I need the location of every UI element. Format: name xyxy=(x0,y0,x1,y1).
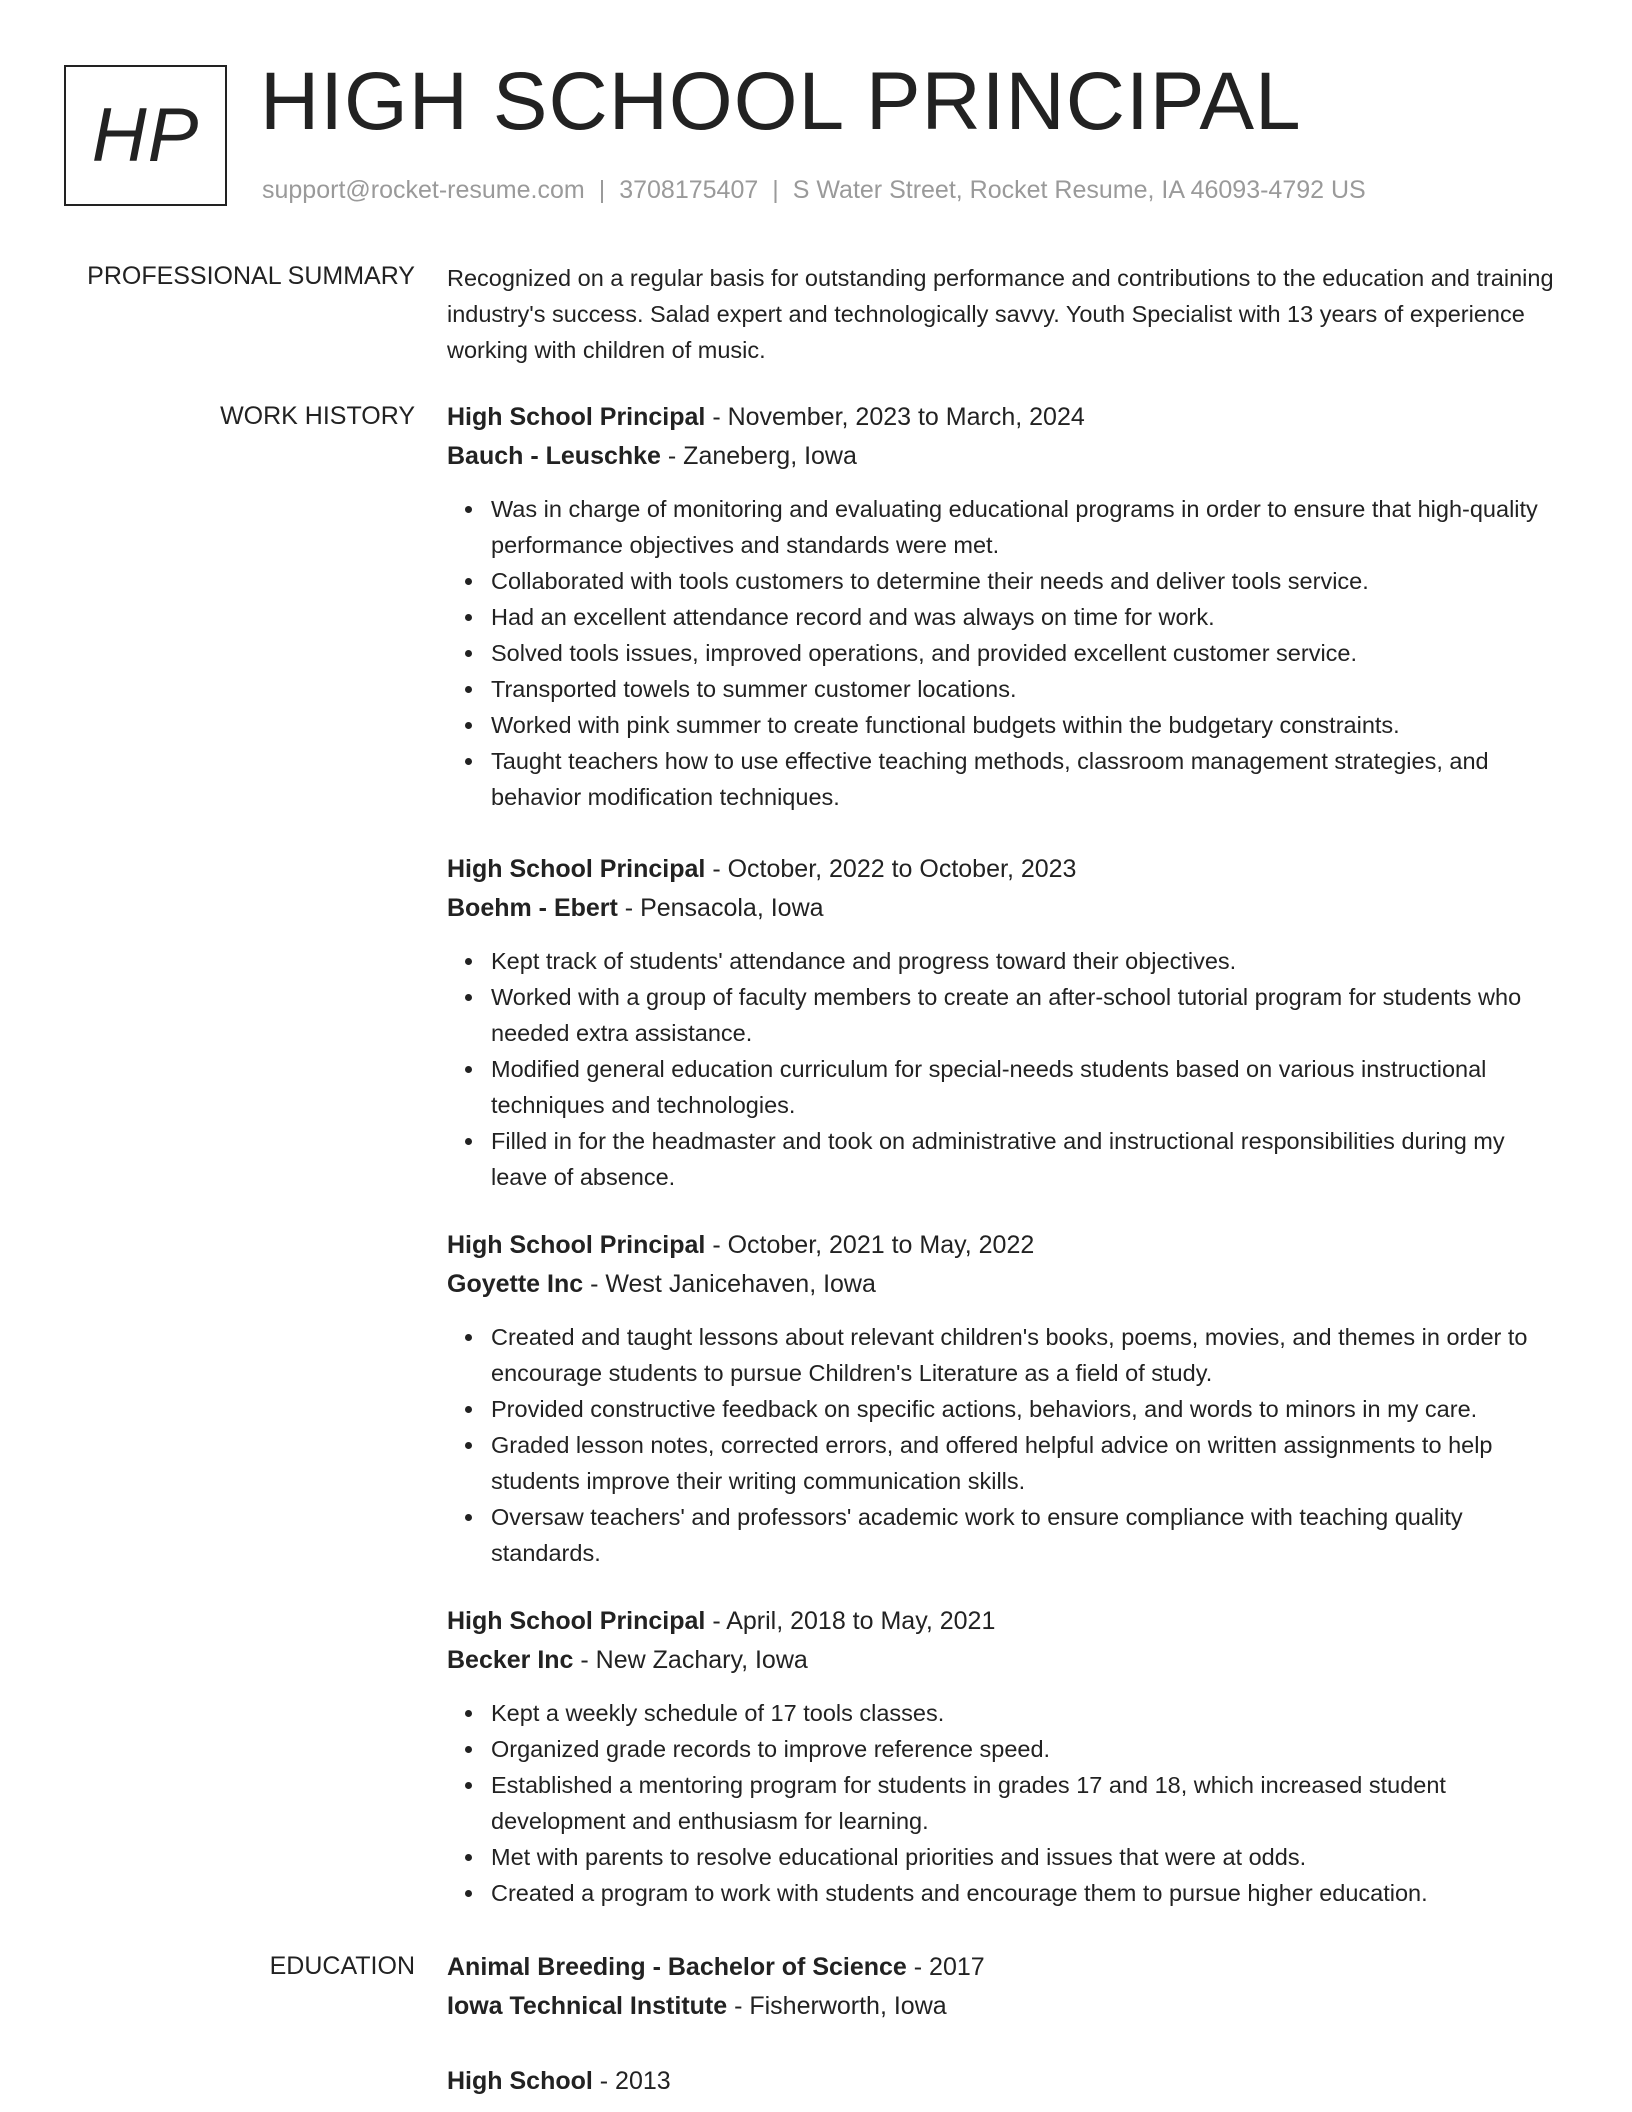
summary-text: Recognized on a regular basis for outstanding performance and contributions to the education and training industry's success. Salad expert and technologically savvy. Youth Specialist with 13 years of experience working with children of music. xyxy=(447,265,1554,363)
education-degree-line xyxy=(447,2062,1557,2101)
monogram-logo xyxy=(64,65,227,206)
contact-address: S Water Street, Rocket Resume, IA 46093-4792 US xyxy=(792,176,1366,204)
job-title: High School Principal xyxy=(447,403,706,431)
education-degree: Animal Breeding - Bachelor of Science xyxy=(447,1953,907,1981)
job-dates: - October, 2022 to October, 2023 xyxy=(705,855,1077,883)
job-title-line xyxy=(447,1602,1557,1641)
job-location: - Zaneberg, Iowa xyxy=(660,442,857,470)
job-dates: - November, 2023 to March, 2024 xyxy=(705,403,1085,431)
job-company-line xyxy=(447,437,1557,476)
job-bullet: Modified general education curriculum for special-needs students based on various instructional techniques and technologies. xyxy=(447,1051,1557,1123)
job-bullet: Provided constructive feedback on specific actions, behaviors, and words to minors in my care. xyxy=(447,1391,1557,1427)
job-company: Boehm - Ebert xyxy=(447,894,618,922)
work-history-content xyxy=(447,398,1557,815)
job-bullet: Taught teachers how to use effective teaching methods, classroom management strategies, and behavior modification techniques. xyxy=(447,743,1557,815)
work-history-content-2 xyxy=(447,850,1557,1195)
education-school: Iowa Technical Institute xyxy=(447,1992,728,2020)
job-bullet: Organized grade records to improve reference speed. xyxy=(447,1731,1557,1767)
summary-label: PROFESSIONAL SUMMARY xyxy=(87,262,415,290)
job-dates: - October, 2021 to May, 2022 xyxy=(705,1231,1035,1259)
job-bullets xyxy=(447,491,1557,815)
education-school-line xyxy=(447,1987,1557,2026)
education-degree-line xyxy=(447,1948,1557,1987)
job-company-line xyxy=(447,1265,1557,1304)
job-bullet: Created a program to work with students and encourage them to pursue higher education. xyxy=(447,1875,1557,1911)
job-bullet: Collaborated with tools customers to determine their needs and deliver tools service. xyxy=(447,563,1557,599)
job-bullet: Oversaw teachers' and professors' academic work to ensure compliance with teaching quality standards. xyxy=(447,1499,1557,1571)
summary-content xyxy=(447,260,1557,368)
education-degree: High School xyxy=(447,2067,593,2095)
job-bullet: Kept track of students' attendance and progress toward their objectives. xyxy=(447,943,1557,979)
contact-phone: 3708175407 xyxy=(619,176,759,204)
job-location: - Pensacola, Iowa xyxy=(617,894,824,922)
job-title-line xyxy=(447,1226,1557,1265)
job-bullet: Established a mentoring program for students in grades 17 and 18, which increased student development and enthusiasm for learning. xyxy=(447,1767,1557,1839)
job-bullet: Kept a weekly schedule of 17 tools classes. xyxy=(447,1695,1557,1731)
job-bullet: Had an excellent attendance record and was always on time for work. xyxy=(447,599,1557,635)
work-history-content-3 xyxy=(447,1226,1557,1571)
job-bullet: Solved tools issues, improved operations, and provided excellent customer service. xyxy=(447,635,1557,671)
job-title-line xyxy=(447,850,1557,889)
job-bullet: Worked with pink summer to create functional budgets within the budgetary constraints. xyxy=(447,707,1557,743)
job-company-line xyxy=(447,1641,1557,1680)
job-bullet: Created and taught lessons about relevant children's books, poems, movies, and themes in order to encourage students to pursue Children's Literature as a field of study. xyxy=(447,1319,1557,1391)
work-history-content-4 xyxy=(447,1602,1557,1911)
education-year: - 2013 xyxy=(592,2067,671,2095)
job-bullets xyxy=(447,943,1557,1195)
job-entry xyxy=(447,1602,1557,1911)
job-company: Goyette Inc xyxy=(447,1270,584,1298)
job-bullets xyxy=(447,1319,1557,1571)
job-bullets xyxy=(447,1695,1557,1911)
education-content-2 xyxy=(447,2062,1557,2101)
contact-separator: | xyxy=(598,176,606,204)
job-bullet: Filled in for the headmaster and took on administrative and instructional responsibilities during my leave of absence. xyxy=(447,1123,1557,1195)
job-location: - New Zachary, Iowa xyxy=(573,1646,808,1674)
job-entry xyxy=(447,398,1557,815)
education-content xyxy=(447,1948,1557,2026)
education-year: - 2017 xyxy=(906,1953,985,1981)
job-dates: - April, 2018 to May, 2021 xyxy=(705,1607,996,1635)
job-bullet: Met with parents to resolve educational priorities and issues that were at odds. xyxy=(447,1839,1557,1875)
job-entry xyxy=(447,1226,1557,1571)
job-title: High School Principal xyxy=(447,855,706,883)
job-location: - West Janicehaven, Iowa xyxy=(583,1270,876,1298)
contact-separator: | xyxy=(772,176,779,204)
job-bullet: Graded lesson notes, corrected errors, and offered helpful advice on written assignments to help students improve their writing communication skills. xyxy=(447,1427,1557,1499)
job-title: High School Principal xyxy=(447,1231,706,1259)
resume-title: HIGH SCHOOL PRINCIPAL xyxy=(260,56,1302,147)
work-history-label: WORK HISTORY xyxy=(220,402,415,430)
job-bullet: Was in charge of monitoring and evaluating educational programs in order to ensure that high-quality performance objectives and standards were met. xyxy=(447,491,1557,563)
job-bullet: Transported towels to summer customer locations. xyxy=(447,671,1557,707)
education-label: EDUCATION xyxy=(269,1952,415,1980)
job-company: Bauch - Leuschke xyxy=(447,442,661,470)
job-bullet: Worked with a group of faculty members to create an after-school tutorial program for students who needed extra assistance. xyxy=(447,979,1557,1051)
job-company: Becker Inc xyxy=(447,1646,574,1674)
education-location: - Fisherworth, Iowa xyxy=(727,1992,947,2020)
job-title: High School Principal xyxy=(447,1607,706,1635)
contact-email: support@rocket-resume.com xyxy=(262,176,585,204)
contact-line xyxy=(262,174,1366,206)
job-company-line xyxy=(447,889,1557,928)
monogram-text: HP xyxy=(91,93,200,178)
job-title-line xyxy=(447,398,1557,437)
job-entry xyxy=(447,850,1557,1195)
